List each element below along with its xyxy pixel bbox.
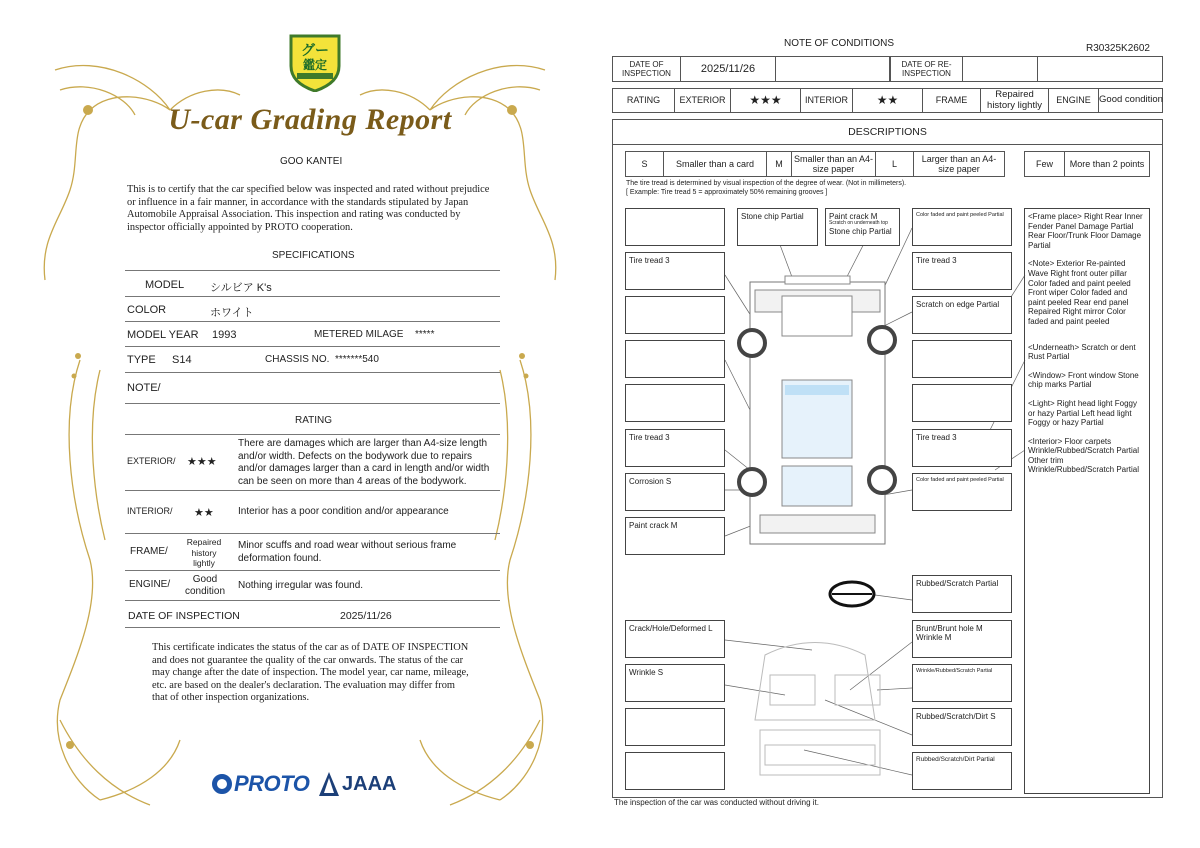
badge-text-bottom: 鑑定 [302,58,327,72]
milage-value: ***** [415,329,435,340]
legend-few: Few [1025,152,1065,176]
note-dashboard [625,620,725,658]
engine-value: Good condition [184,574,226,597]
frame-value: Repaired history lightly [186,537,222,568]
interior-label: INTERIOR [801,89,853,112]
engine-row [125,574,500,598]
note-text: Scratch on edge Partial [916,300,1000,309]
note-brunt [912,620,1012,658]
proto-logo-text: PROTO [234,771,310,796]
note-text: Wrinkle M [916,633,952,643]
note-text: Rubbed/Scratch Partial [916,579,999,588]
note-color-faded [912,208,1012,246]
note-box [625,340,725,378]
note-box [625,208,725,246]
inspection-date-value: 2025/11/26 [681,57,776,81]
engine-value: Good condition [1099,94,1163,106]
color-label: COLOR [127,304,167,316]
model-year-value: 1993 [212,329,237,341]
desc-light: <Light> Right head light Foggy or hazy Partial Left head light Foggy or hazy Partial [1028,398,1137,428]
note-stone-chip [737,208,818,246]
proto-logo [212,770,309,798]
note-of-conditions-heading: NOTE OF CONDITIONS [784,38,894,49]
divider [125,270,500,271]
color-value: ホワイト [210,307,254,319]
divider [125,372,500,373]
frame-label: FRAME [923,89,981,112]
note-text: Stone chip Partial [741,212,804,221]
inspection-date-value: 2025/11/26 [340,610,392,622]
exterior-label: EXTERIOR [675,89,731,112]
legend-m-text: Smaller than an A4-size paper [792,152,876,176]
note-wrinkle [625,664,725,702]
desc-underneath: <Underneath> Scratch or dent Rust Partial [1028,342,1136,362]
note-wrinkle-rubbed [912,664,1012,702]
goo-kantei-badge [287,30,343,92]
jaaa-logo-mark-icon [318,771,340,797]
note-text: Color faded and paint peeled Partial [916,477,1004,483]
note-box [625,752,725,790]
engine-description: Nothing irregular was found. [238,580,364,591]
note-text: Crack/Hole/Deformed L [629,624,713,633]
specifications-heading: SPECIFICATIONS [272,250,355,261]
rating-label: RATING [613,89,675,112]
badge-text-top: グー [301,42,329,58]
chassis-label: CHASSIS NO. [265,354,330,365]
condition-descriptions [1024,208,1150,794]
frame-value: Repaired history lightly [981,89,1049,112]
frame-label: FRAME/ [130,546,168,557]
note-box [912,340,1012,378]
desc-interior: <Interior> Floor carpets Wrinkle/Rubbed/Scratch Partial Other trim Wrinkle/Rubbed/Scratch Partial [1028,436,1140,475]
frame-description: Minor scuffs and road wear without serious frame deformation found. [238,540,457,564]
note-text: Stone chip Partial [829,226,892,236]
note-text: Tire tread 3 [629,256,670,265]
note-steering [912,575,1012,613]
desc-note: <Note> Exterior Re-painted Wave Right front outer pillar Color faded and paint peeled Front wiper Color faded and paint peeled Rear end panel Repaired Right mirror Color faded and paint peeled [1028,259,1131,326]
rating-heading: RATING [295,415,333,426]
note-tire-rear-right [912,429,1012,467]
exterior-row [125,438,500,488]
inspection-date-label: DATE OF INSPECTION [613,57,681,81]
jaaa-logo [318,770,396,798]
note-text: Tire tread 3 [916,433,957,442]
note-tire-rear-left [625,429,725,467]
legend-s-text: Smaller than a card [664,152,767,176]
exterior-description: There are damages which are larger than A4-size length and/or width. Defects on the bodywork due to repairs and/or damages larger than a card in length and/or width can be seen on more than 4 areas of the bodywork. [238,438,490,487]
note-rubbed-dirt-partial [912,752,1012,790]
inspection-date-label: DATE OF INSPECTION [128,610,240,622]
note-tire-front-right [912,252,1012,290]
note-tire-front-left [625,252,725,290]
note-text: Rubbed/Scratch/Dirt Partial [916,756,995,763]
model-value: シルビア K's [210,282,272,294]
legend-m: M [767,152,792,176]
divider [125,533,500,534]
legend-l-text: Larger than an A4-size paper [921,153,997,174]
divider [125,403,500,404]
note-label: NOTE/ [127,382,161,394]
inspection-footnote: The inspection of the car was conducted without driving it. [614,798,819,807]
note-corrosion [625,473,725,511]
note-rubbed-dirt [912,708,1012,746]
type-label: TYPE [127,354,156,366]
note-paint-crack-rear [625,517,725,555]
desc-window: <Window> Front window Stone chip marks Partial [1028,370,1139,390]
tire-tread-example: [ Example: Tire tread 5 = approximately 50% remaining grooves ] [626,189,828,196]
note-color-faded-right [912,473,1012,511]
note-box [625,708,725,746]
divider [125,627,500,628]
divider [125,570,500,571]
note-text: Color faded and paint peeled Partial [916,212,1004,218]
jaaa-logo-text: JAAA [342,772,397,795]
interior-stars: ★★ [853,89,923,112]
interior-description: Interior has a poor condition and/or appearance [238,506,449,517]
milage-label: METERED MILAGE [314,329,404,340]
note-paint-crack [825,208,900,246]
legend-l: L [876,152,914,176]
descriptions-heading: DESCRIPTIONS [613,120,1162,145]
note-text: Paint crack M [829,212,878,221]
divider [125,296,500,297]
divider [125,434,500,435]
note-scratch-edge [912,296,1012,334]
chassis-value: *******540 [335,354,379,365]
note-text: Rubbed/Scratch/Dirt S [916,712,996,721]
note-text: Tire tread 3 [916,256,957,265]
type-value: S14 [172,354,192,366]
note-box [912,384,1012,422]
note-text: Paint crack M [629,521,678,530]
divider [125,600,500,601]
interior-label: INTERIOR/ [127,506,173,516]
legend-s: S [626,152,664,176]
note-text: Wrinkle/Rubbed/Scratch Partial [916,668,993,674]
desc-frame-place: <Frame place> Right Rear Inner Fender Panel Damage Partial Rear Floor/Trunk Floor Damage Partial [1028,212,1143,250]
frame-row [125,537,500,569]
divider [125,490,500,491]
exterior-stars: ★★★ [187,456,217,468]
engine-label: ENGINE [1049,89,1099,112]
divider [125,321,500,322]
reference-number: R30325K2602 [1086,43,1150,54]
proto-logo-mark-icon [212,774,232,794]
reinspection-date-label: DATE OF RE-INSPECTION [890,57,963,81]
report-subtitle: GOO KANTEI [280,156,343,167]
report-title: U-car Grading Report [168,103,452,136]
note-text: Scratch on underneath top [829,220,888,227]
model-label: MODEL [145,279,185,291]
engine-label: ENGINE/ [129,579,171,590]
divider [125,346,500,347]
model-year-label: MODEL YEAR [127,329,199,341]
note-text: Wrinkle S [629,668,664,677]
note-box [625,296,725,334]
exterior-label: EXTERIOR/ [127,456,176,466]
exterior-stars: ★★★ [731,89,801,112]
note-text: Corrosion S [629,477,672,486]
certificate-disclaimer: This certificate indicates the status of the car as of DATE OF INSPECTION and does not guarantee the quality of the car onwards. The status of the car may change after the date of inspection. The model year, car name, mileage, etc. are based on the dealer's declaration. The evaluation may differ from that of other inspection organizations. [152,642,469,703]
certify-statement: This is to certify that the car specified below was inspected and rated without prejudice or influence in a fair manner, in accordance with the standards stipulated by Japan Automobile Appraisal Association. This inspection and rating was conducted by inspector officially appointed by PROTO cooperation. [127,184,490,233]
note-text: Brunt/Brunt hole M [916,624,983,633]
legend-few-text: More than 2 points [1069,158,1145,169]
note-text: Tire tread 3 [629,433,670,442]
interior-stars: ★★ [194,507,214,519]
note-box [625,384,725,422]
tire-tread-note: The tire tread is determined by visual inspection of the degree of wear. (Not in millimeters). [626,180,907,187]
